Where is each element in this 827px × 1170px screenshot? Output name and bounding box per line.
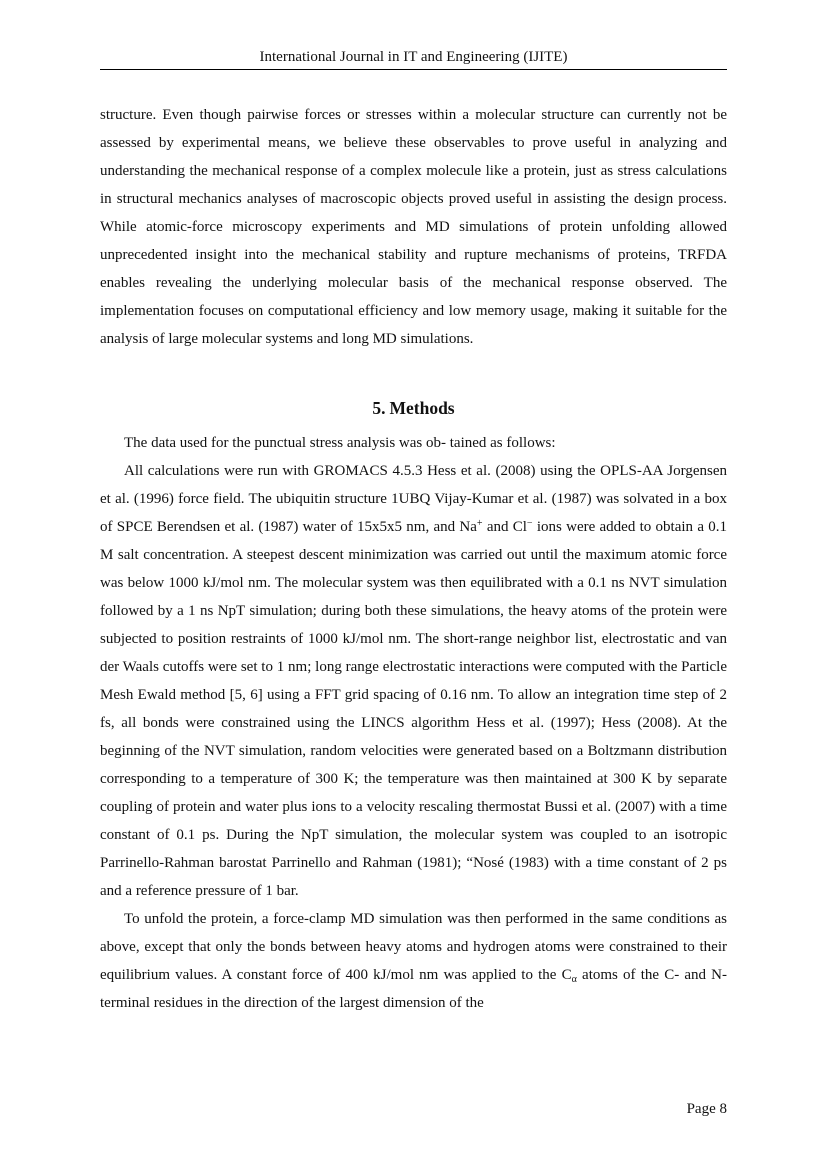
- methods-p3-text-a: To unfold the protein, a force-clamp MD simulation was then performed in the same conditions as above, except that only the bonds between heavy atoms and hydrogen atoms were constrained to their equilibrium values. A constant force of 400 kJ/mol nm was applied to the C: [100, 911, 727, 983]
- section-title: Methods: [389, 398, 455, 418]
- alpha-subscript: α: [571, 974, 577, 985]
- chloride-charge: −: [526, 518, 533, 529]
- methods-paragraph-1: The data used for the punctual stress analysis was ob- tained as follows:: [124, 435, 556, 451]
- page-number: Page 8: [686, 1101, 727, 1117]
- section-number: 5.: [372, 398, 386, 418]
- methods-paragraph-3: [100, 905, 727, 1017]
- intro-paragraph: structure. Even though pairwise forces or stresses within a molecular structure can currently not be assessed by experimental means, we believe these observables to prove useful in analyzing and understanding the mechanical response of a complex molecule like a protein, just as stress calculations in structural mechanics analyses of macroscopic objects proved useful in assisting the design process. While atomic-force microscopy experiments and MD simulations of protein unfolding allowed unprecedented insight into the mechanical stability and rupture mechanisms of proteins, TRFDA enables revealing the underlying molecular basis of the mechanical response observed. The implementation focuses on computational efficiency and low memory usage, making it suitable for the analysis of large molecular systems and long MD simulations.: [100, 107, 727, 347]
- methods-p2-text-c: ions were added to obtain a 0.1 M salt concentration. A steepest descent minimization was carried out until the maximum atomic force was below 1000 kJ/mol nm. The molecular system was then equilibrated with a 0.1 ns NVT simulation followed by a 1 ns NpT simulation; during both these simulations, the heavy atoms of the protein were subjected to position restraints of 1000 kJ/mol nm. The short-range neighbor list, electrostatic and van der Waals cutoffs were set to 1 nm; long range electrostatic interactions were computed with the Particle Mesh Ewald method [5, 6] using a FFT grid spacing of 0.16 nm. To allow an integration time step of 2 fs, all bonds were constrained using the LINCS algorithm Hess et al. (1997); Hess (2008). At the beginning of the NVT simulation, random velocities were generated based on a Boltzmann distribution corresponding to a temperature of 300 K; the temperature was then maintained at 300 K by separate coupling of protein and water plus ions to a velocity rescaling thermostat Bussi et al. (2007) with a time constant of 0.1 ps. During the NpT simulation, the molecular system was coupled to an isotropic Parrinello-Rahman barostat Parrinello and Rahman (1981); “Nosé (1983) with a time constant of 2 ps and a reference pressure of 1 bar.: [100, 519, 727, 899]
- running-header: International Journal in IT and Engineering (IJITE): [259, 49, 568, 65]
- methods-paragraph-2: [100, 457, 727, 905]
- section-heading: [100, 394, 727, 422]
- methods-p2-text-a: All calculations were run with GROMACS 4.5.3 Hess et al. (2008) using the OPLS-AA Jorgensen et al. (1996) force field. The ubiquitin structure 1UBQ Vijay-Kumar et al. (1987) was solvated in a box of SPCE Berendsen et al. (1987) water of 15x5x5 nm, and Na: [100, 463, 727, 535]
- header-rule: [100, 69, 727, 70]
- methods-p2-text-b: and Cl: [482, 519, 527, 535]
- sodium-charge: +: [476, 518, 483, 529]
- page-body: [100, 101, 727, 1017]
- methods-p3-text-b: atoms of the C- and N-terminal residues in the direction of the largest dimension of the: [100, 967, 728, 1011]
